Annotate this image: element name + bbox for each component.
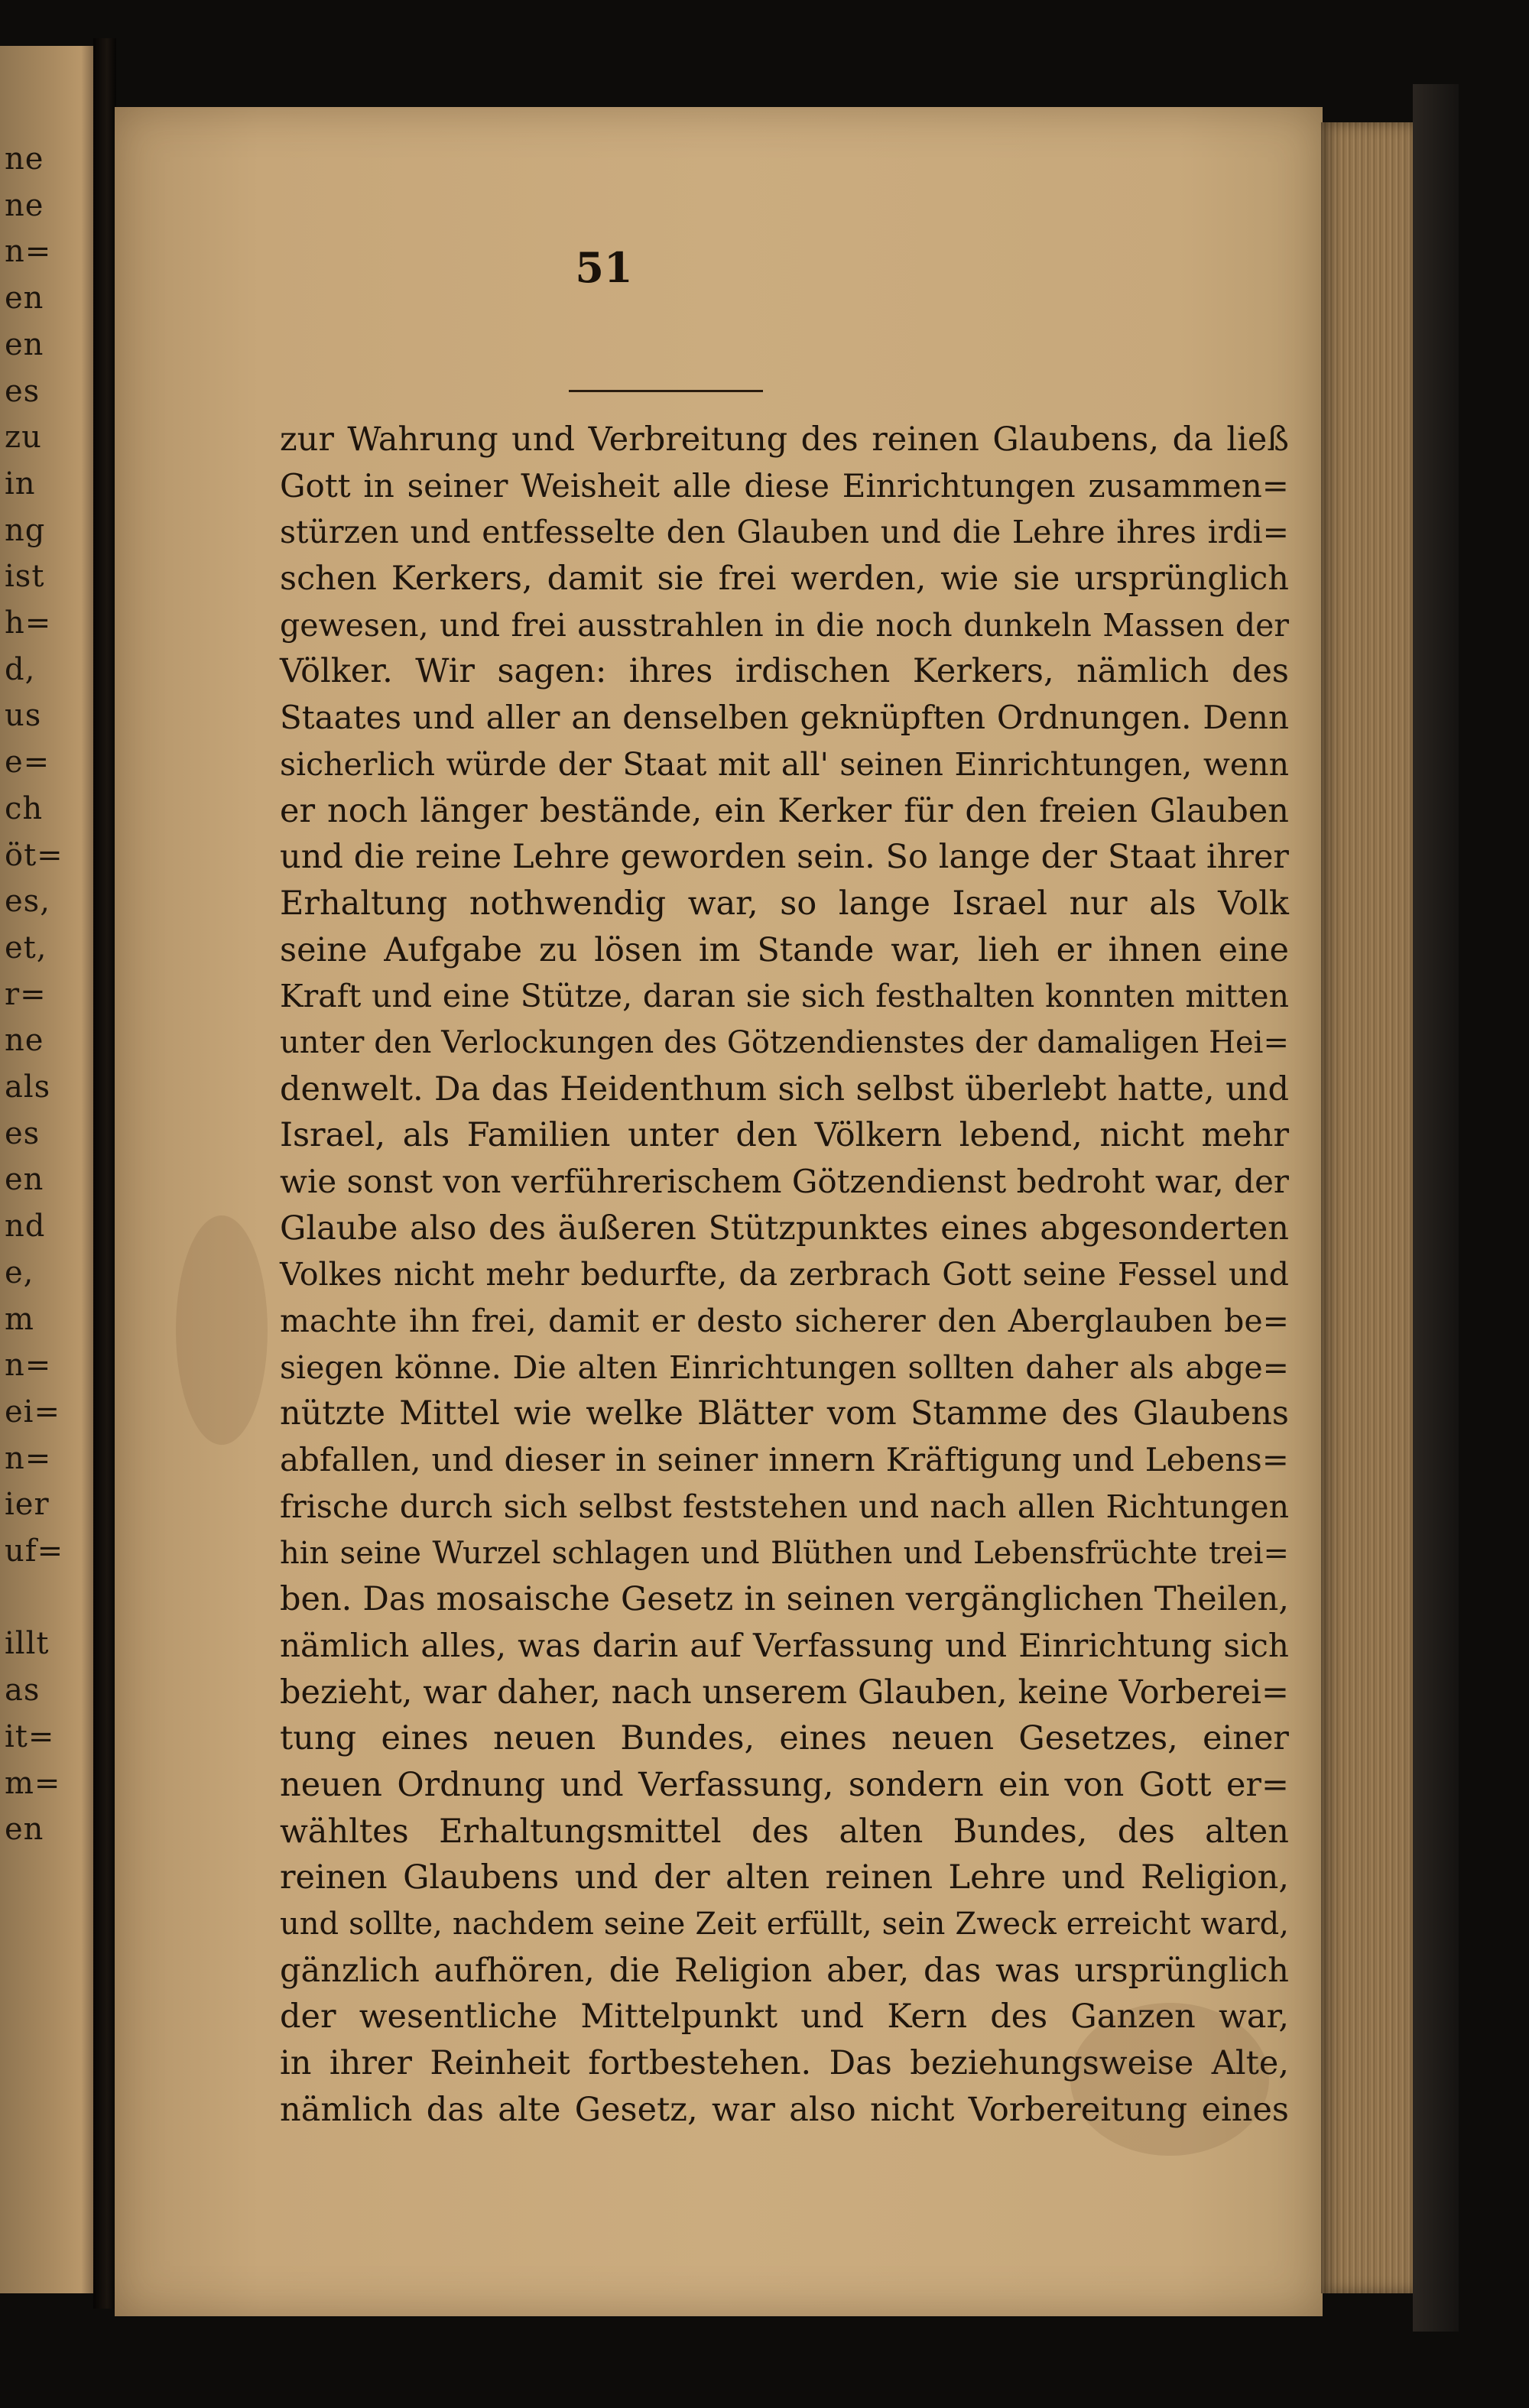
left-page-line-fragment: ne <box>5 187 44 223</box>
left-page-line-fragment: it= <box>5 1718 55 1754</box>
book-page <box>115 107 1323 2316</box>
text-line: reinen Glaubens und der alten reinen Lehre und Religion, <box>280 1858 1289 1897</box>
text-line: siegen könne. Die alten Einrichtungen sollten daher als abge= <box>280 1348 1289 1386</box>
left-page-line-fragment: n= <box>5 1440 52 1476</box>
text-line: seine Aufgabe zu lösen im Stande war, lieh er ihnen eine <box>280 930 1289 969</box>
text-line: er noch länger bestände, ein Kerker für den freien Glauben <box>280 791 1289 830</box>
left-page-line-fragment: uf= <box>5 1533 64 1569</box>
text-line: stürzen und entfesselte den Glauben und die Lehre ihres irdi= <box>280 514 1289 551</box>
text-line: abfallen, und dieser in seiner innern Kräftigung und Lebens= <box>280 1441 1289 1479</box>
left-page-line-fragment: n= <box>5 1348 52 1384</box>
text-line: nämlich alles, was darin auf Verfassung und Einrichtung sich <box>280 1626 1289 1664</box>
text-line: nützte Mittel wie welke Blätter vom Stamme des Glaubens <box>280 1394 1289 1433</box>
paper-stain <box>176 1215 268 1445</box>
left-page-line-fragment: us <box>5 698 42 734</box>
body-text <box>280 417 1289 2133</box>
left-page-line-fragment: nd <box>5 1209 46 1245</box>
left-page-line-fragment: ist <box>5 559 45 595</box>
text-line: neuen Ordnung und Verfassung, sondern ein von Gott er= <box>280 1765 1289 1804</box>
left-page-line-fragment: illt <box>5 1626 50 1662</box>
text-line: tung eines neuen Bundes, eines neuen Gesetzes, einer <box>280 1719 1289 1758</box>
header-rule <box>569 390 763 392</box>
text-line: gewesen, und frei ausstrahlen in die noch dunkeln Massen der <box>280 606 1289 644</box>
left-page-line-fragment: es <box>5 1115 41 1151</box>
text-line: Staates und aller an denselben geknüpften Ordnungen. Denn <box>280 699 1289 737</box>
text-line: hin seine Wurzel schlagen und Blüthen und Lebensfrüchte trei= <box>280 1535 1289 1571</box>
text-line: zur Wahrung und Verbreitung des reinen Glaubens, da ließ <box>280 420 1289 459</box>
text-line: Kraft und eine Stütze, daran sie sich festhalten konnten mitten <box>280 978 1289 1015</box>
text-line: unter den Verlockungen des Götzendienstes der damaligen Hei= <box>280 1024 1289 1060</box>
left-page-line-fragment: ch <box>5 790 44 826</box>
text-line: schen Kerkers, damit sie frei werden, wie sie ursprünglich <box>280 560 1289 599</box>
text-line: Glaube also des äußeren Stützpunktes eines abgesonderten <box>280 1209 1289 1248</box>
text-line: der wesentliche Mittelpunkt und Kern des Ganzen war, <box>280 1997 1289 2036</box>
text-line: Gott in seiner Weisheit alle diese Einrichtungen zusammen= <box>280 466 1289 505</box>
text-line: gänzlich aufhören, die Religion aber, das was ursprünglich <box>280 1951 1289 1990</box>
left-page-line-fragment: ne <box>5 1023 44 1059</box>
text-line: wie sonst von verführerischem Götzendienst bedroht war, der <box>280 1163 1289 1200</box>
left-page-line-fragment: et, <box>5 930 47 965</box>
left-page-line-fragment: as <box>5 1673 41 1709</box>
left-page-line-fragment: öt= <box>5 837 63 873</box>
left-page-line-fragment: in <box>5 466 36 501</box>
left-page-line-fragment: en <box>5 326 44 362</box>
text-line: Völker. Wir sagen: ihres irdischen Kerkers, nämlich des <box>280 652 1289 691</box>
page-number: 51 <box>575 243 633 292</box>
text-line: in ihrer Reinheit fortbestehen. Das beziehungsweise Alte, <box>280 2044 1289 2083</box>
left-page-line-fragment: m <box>5 1301 34 1337</box>
text-line: ben. Das mosaische Gesetz in seinen vergänglichen Theilen, <box>280 1580 1289 1619</box>
text-line: Volkes nicht mehr bedurfte, da zerbrach Gott seine Fessel und <box>280 1256 1289 1293</box>
text-line: frische durch sich selbst feststehen und nach allen Richtungen <box>280 1488 1289 1525</box>
left-page-line-fragment: ei= <box>5 1394 60 1430</box>
left-page-line-fragment: es <box>5 373 41 409</box>
text-line: und die reine Lehre geworden sein. So lange der Staat ihrer <box>280 838 1289 877</box>
left-page-line-fragment: n= <box>5 234 52 270</box>
left-page-line-fragment: ier <box>5 1487 50 1523</box>
left-page-line-fragment: h= <box>5 605 52 641</box>
left-page-line-fragment: en <box>5 281 44 316</box>
left-page-line-fragment: ng <box>5 512 46 548</box>
text-line: Erhaltung nothwendig war, so lange Israel nur als Volk <box>280 884 1289 923</box>
left-page-line-fragment: e= <box>5 745 50 780</box>
left-page-line-fragment: m= <box>5 1765 61 1801</box>
left-page-line-fragment: ne <box>5 141 44 177</box>
book-cover-edge <box>1413 84 1459 2332</box>
text-line: sicherlich würde der Staat mit all' seinen Einrichtungen, wenn <box>280 745 1289 783</box>
left-page-line-fragment: als <box>5 1069 51 1105</box>
text-line: denwelt. Da das Heidenthum sich selbst überlebt hatte, und <box>280 1069 1289 1108</box>
text-line: bezieht, war daher, nach unserem Glauben, keine Vorberei= <box>280 1673 1289 1712</box>
left-page-line-fragment: en <box>5 1162 44 1198</box>
text-line: nämlich das alte Gesetz, war also nicht Vorbereitung eines <box>280 2090 1289 2129</box>
left-page-line-fragment: d, <box>5 651 36 687</box>
book-gutter <box>93 38 116 2309</box>
left-page-line-fragment: e, <box>5 1254 34 1290</box>
left-page-line-fragment: es, <box>5 884 50 920</box>
left-page-fragment <box>0 46 96 2293</box>
text-line: und sollte, nachdem seine Zeit erfüllt, sein Zweck erreicht ward, <box>280 1907 1289 1942</box>
page-edges <box>1321 122 1413 2293</box>
left-page-line-fragment: r= <box>5 976 47 1012</box>
text-line: wähltes Erhaltungsmittel des alten Bundes, des alten <box>280 1812 1289 1851</box>
left-page-line-fragment: en <box>5 1812 44 1848</box>
left-page-line-fragment: zu <box>5 420 42 456</box>
text-line: machte ihn frei, damit er desto sicherer den Aberglauben be= <box>280 1303 1289 1340</box>
text-line: Israel, als Familien unter den Völkern lebend, nicht mehr <box>280 1116 1289 1155</box>
